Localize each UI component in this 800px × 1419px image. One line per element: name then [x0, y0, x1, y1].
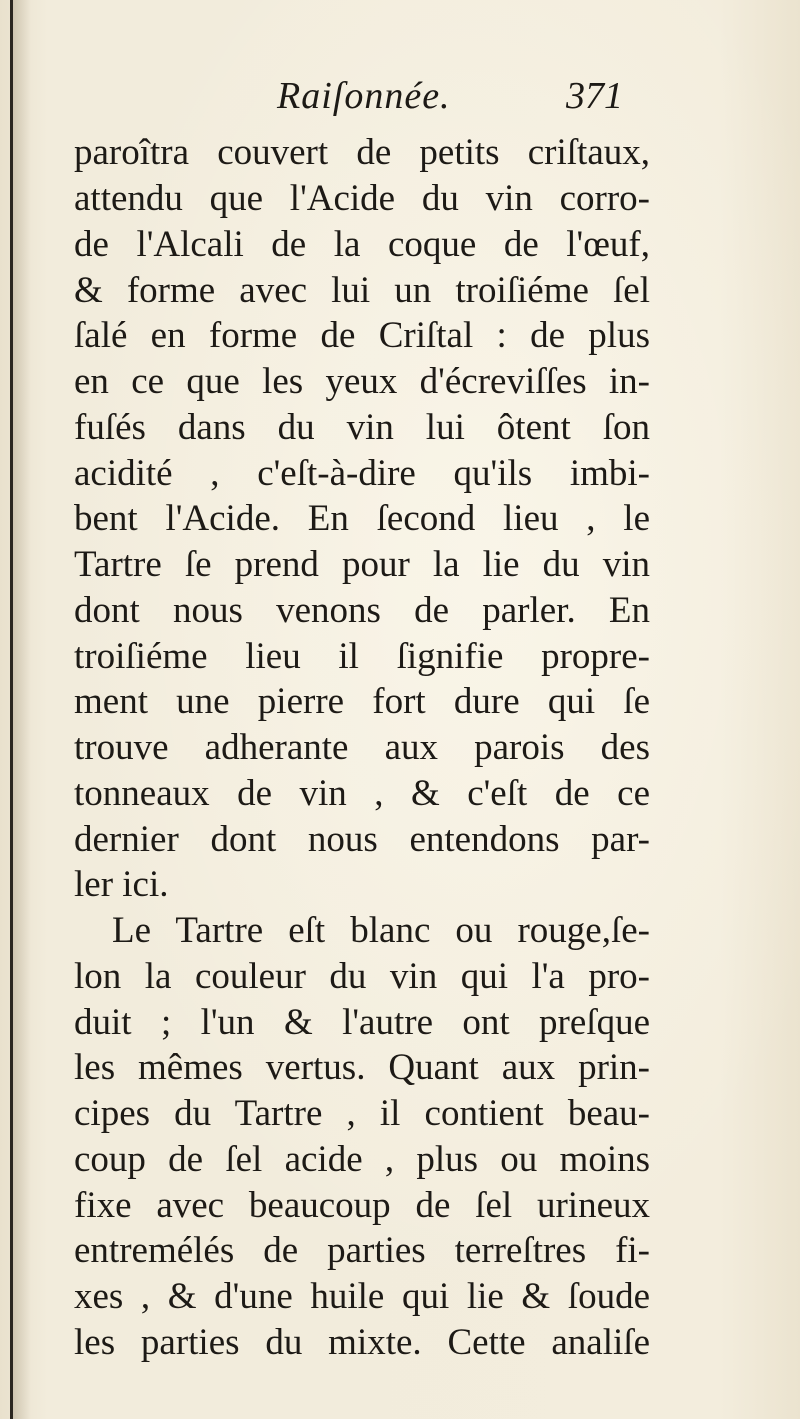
text-line: ſalé en forme de Criſtal : de plus: [74, 315, 650, 356]
text-line: entremélés de parties terreſtres fi-: [74, 1230, 650, 1271]
text-line: troiſiéme lieu il ſignifie propre-: [74, 636, 650, 677]
gutter-shadow: [13, 0, 31, 1419]
text-line: bent l'Acide. En ſecond lieu , le: [74, 498, 650, 539]
text-line: fixe avec beaucoup de ſel urineux: [74, 1185, 650, 1226]
text-line: cipes du Tartre , il contient beau-: [74, 1093, 650, 1134]
text-line: ment une pierre fort dure qui ſe: [74, 681, 650, 722]
text-line: fuſés dans du vin lui ôtent ſon: [74, 407, 650, 448]
text-line: attendu que l'Acide du vin corro-: [74, 178, 650, 219]
text-line: lon la couleur du vin qui l'a pro-: [74, 956, 650, 997]
text-line: coup de ſel acide , plus ou moins: [74, 1139, 650, 1180]
text-line: & forme avec lui un troiſiéme ſel: [74, 270, 650, 311]
text-line: duit ; l'un & l'autre ont preſque: [74, 1002, 650, 1043]
paragraph-start-line: Le Tartre eſt blanc ou rouge,ſe-: [112, 910, 650, 951]
text-line: de l'Alcali de la coque de l'œuf,: [74, 224, 650, 265]
text-line: Tartre ſe prend pour la lie du vin: [74, 544, 650, 585]
text-line: en ce que les yeux d'écreviſſes in-: [74, 361, 650, 402]
page-number: 371: [566, 75, 623, 117]
text-line: les parties du mixte. Cette analiſe: [74, 1322, 650, 1363]
paragraph-end-line: ler ici.: [74, 864, 169, 905]
text-line: les mêmes vertus. Quant aux prin-: [74, 1047, 650, 1088]
running-title: Raiſonnée.: [277, 75, 451, 117]
text-line: xes , & d'une huile qui lie & ſoude: [74, 1276, 650, 1317]
text-line: dernier dont nous entendons par-: [74, 819, 650, 860]
text-line: acidité , c'eſt-à-dire qu'ils imbi-: [74, 453, 650, 494]
text-line: dont nous venons de parler. En: [74, 590, 650, 631]
text-line: trouve adherante aux parois des: [74, 727, 650, 768]
text-line: paroîtra couvert de petits criſtaux,: [74, 132, 650, 173]
text-line: tonneaux de vin , & c'eſt de ce: [74, 773, 650, 814]
